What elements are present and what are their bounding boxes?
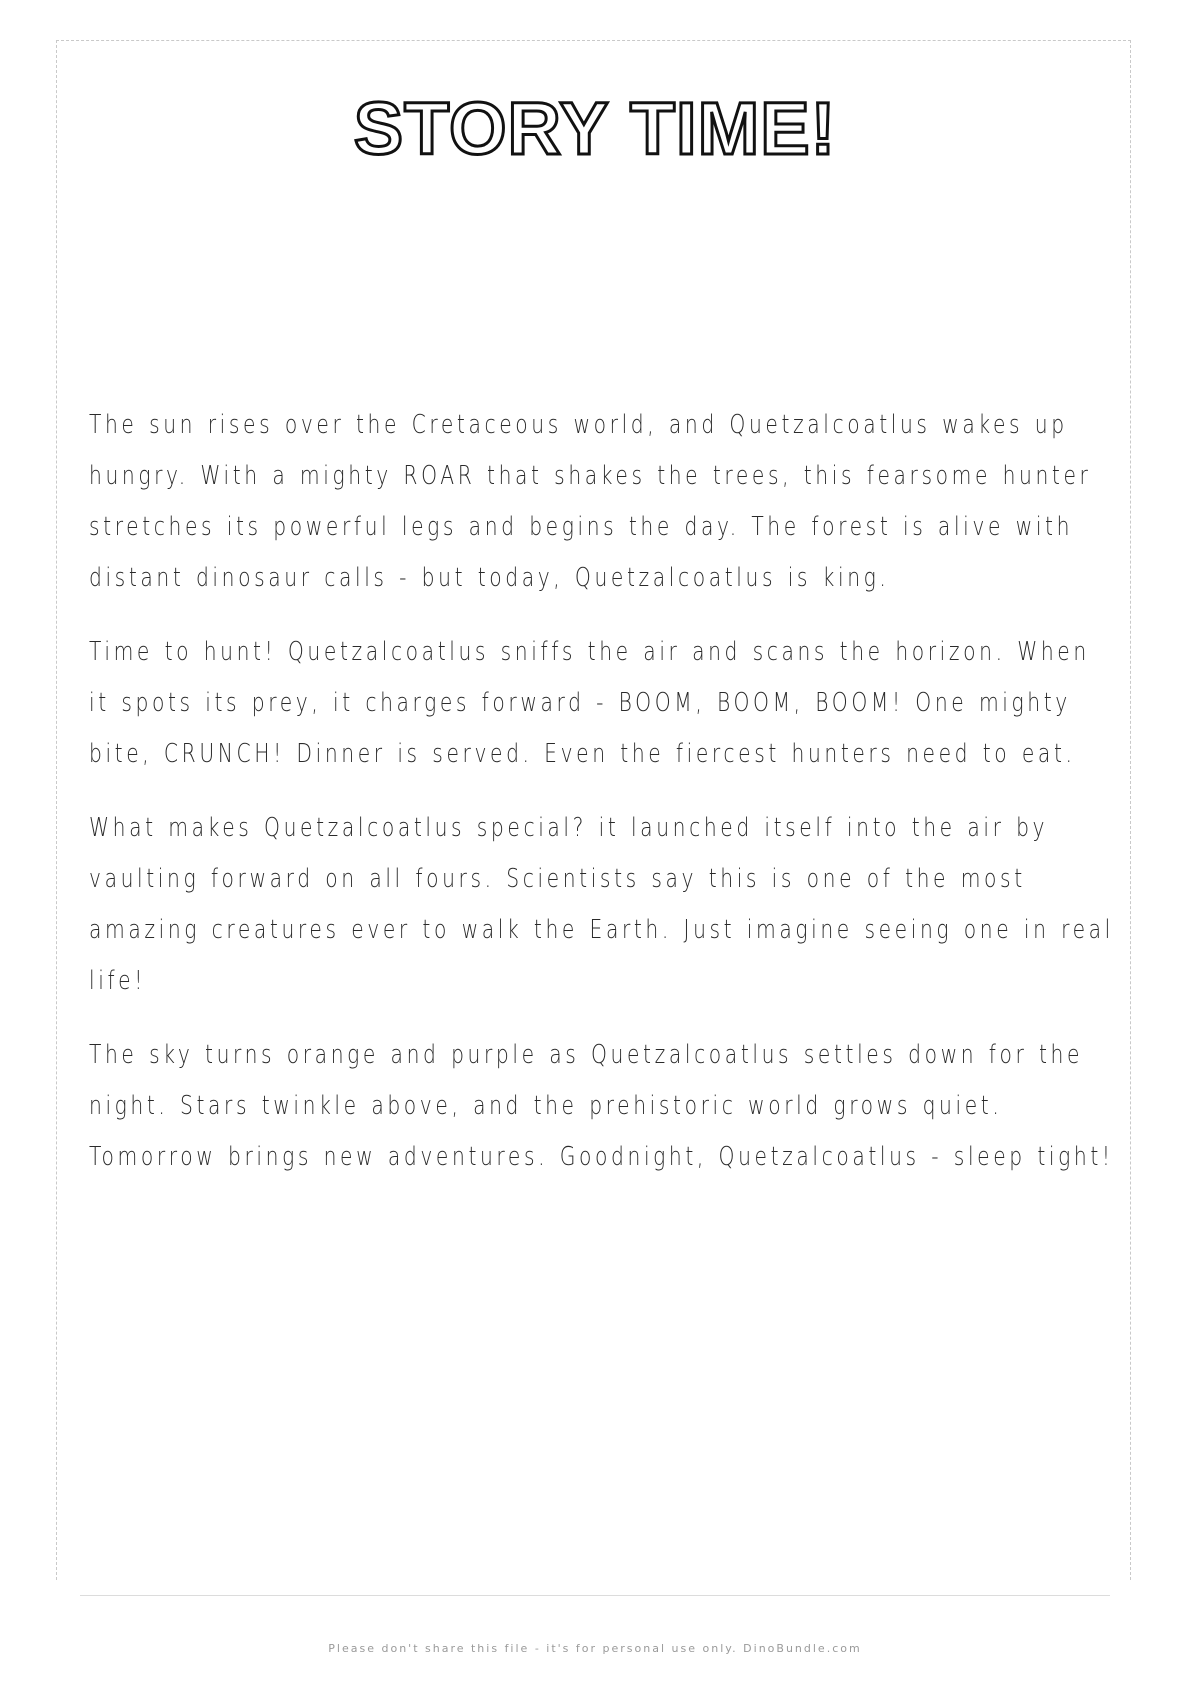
story-paragraph-2: Time to hunt! Quetzalcoatlus sniffs the air and scans the horizon. When it spots its prey, it charges forward - BOOM, BOOM, BOOM! One mighty bite, CRUNCH! Dinner is served. Even the fiercest hunters need to eat.	[89, 637, 1090, 769]
story-paragraph-4: The sky turns orange and purple as Quetzalcoatlus settles down for the night. Stars twinkle above, and the prehistoric world grows quiet. Tomorrow brings new adventures. Goodnight, Quetzalcoatlus - sleep tight!	[89, 1040, 1114, 1172]
footer-divider	[80, 1595, 1110, 1596]
story-paragraph-3: What makes Quetzalcoatlus special? it launched itself into the air by vaulting forward on all fours. Scientists say this is one of the most amazing creatures ever to walk the Earth. Just imagine seeing one in real life!	[89, 813, 1114, 996]
page-title: STORY TIME!	[353, 87, 837, 170]
footer-note: Please don't share this file - it's for personal use only. DinoBundle.com	[328, 1642, 862, 1655]
story-text	[89, 400, 1119, 1206]
story-paragraph-1: The sun rises over the Cretaceous world, and Quetzalcoatlus wakes up hungry. With a mighty ROAR that shakes the trees, this fearsome hunter stretches its powerful legs and begins the day. The forest is alive with distant dinosaur calls - but today, Quetzalcoatlus is king.	[89, 410, 1092, 593]
